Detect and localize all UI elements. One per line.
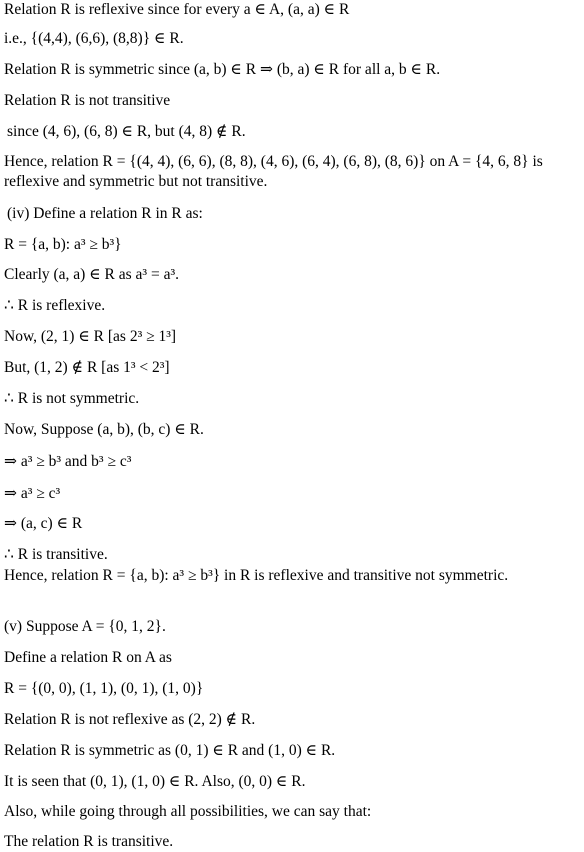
text-line: R = {(0, 0), (1, 1), (0, 1), (1, 0)} xyxy=(4,680,204,697)
section-heading: (iv) Define a relation R in R as: xyxy=(7,205,203,222)
text-line: Now, (2, 1) ∈ R [as 2³ ≥ 1³] xyxy=(4,328,177,345)
text-line: Relation R is symmetric since (a, b) ∈ R ⇒ (b, a) ∈ R for all a, b ∈ R. xyxy=(4,61,441,78)
text-line: Relation R is not reflexive as (2, 2) ∉ R. xyxy=(4,711,256,728)
text-line: i.e., {(4,4), (6,6), (8,8)} ∈ R. xyxy=(4,30,184,47)
text-line: ⇒ (a, c) ∈ R xyxy=(4,515,83,532)
text-paragraph: Hence, relation R = {(4, 4), (6, 6), (8, 8), (4, 6), (6, 4), (6, 8), (8, 6)} on A = {4, 6, 8} is reflexive and symmetric but not transitive. xyxy=(4,153,543,190)
text-line: Clearly (a, a) ∈ R as a³ = a³. xyxy=(4,266,179,283)
text-line: The relation R is transitive. xyxy=(4,833,174,850)
text-line: R = {a, b): a³ ≥ b³} xyxy=(4,236,122,253)
text-line: Relation R is not transitive xyxy=(4,92,171,109)
text-line: Now, Suppose (a, b), (b, c) ∈ R. xyxy=(4,421,204,438)
text-line: ⇒ a³ ≥ c³ xyxy=(4,485,61,502)
section-heading: (v) Suppose A = {0, 1, 2}. xyxy=(4,618,166,635)
text-line: Define a relation R on A as xyxy=(4,649,172,666)
text-line: ⇒ a³ ≥ b³ and b³ ≥ c³ xyxy=(4,453,132,470)
text-line: ∴ R is reflexive. xyxy=(4,297,106,314)
text-line: But, (1, 2) ∉ R [as 1³ < 2³] xyxy=(4,359,170,376)
text-line: Relation R is reflexive since for every a ∈ A, (a, a) ∈ R xyxy=(4,1,350,18)
text-line: Also, while going through all possibilities, we can say that: xyxy=(4,803,372,820)
text-line: ∴ R is transitive. xyxy=(4,546,108,563)
text-line: Relation R is symmetric as (0, 1) ∈ R and (1, 0) ∈ R. xyxy=(4,742,336,759)
text-line: since (4, 6), (6, 8) ∈ R, but (4, 8) ∉ R. xyxy=(7,123,246,140)
text-line: It is seen that (0, 1), (1, 0) ∈ R. Also, (0, 0) ∈ R. xyxy=(4,773,306,790)
text-line: ∴ R is not symmetric. xyxy=(4,390,140,407)
text-line: Hence, relation R = {a, b): a³ ≥ b³} in R is reflexive and transitive not symmetric. xyxy=(4,567,509,584)
